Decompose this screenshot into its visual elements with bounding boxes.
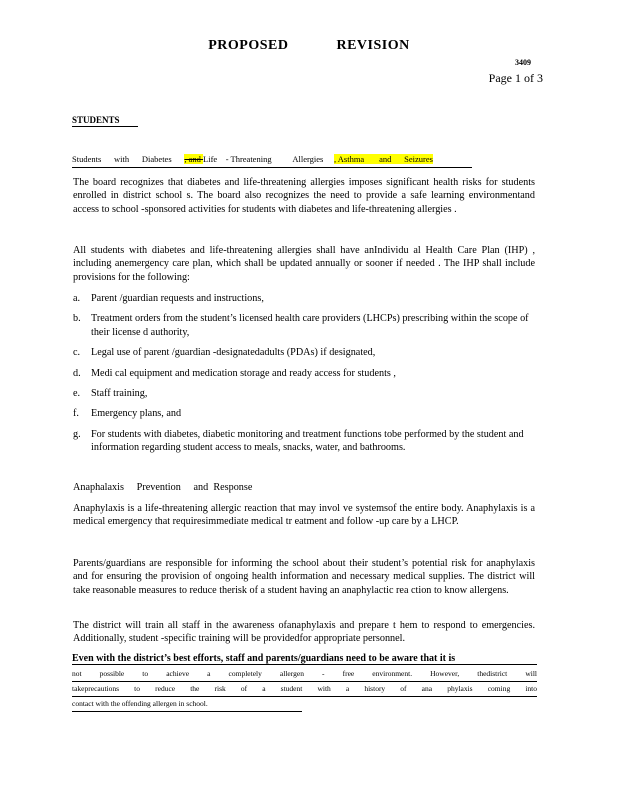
list-item: d. Medi cal equipment and medication storage and ready access for students ,	[73, 367, 396, 379]
closing-bold-line: Even with the district’s best efforts, staff and parents/guardians need to be aware that it is	[72, 653, 537, 665]
fine-print-row: not possible to achieve a completely allergen - free environment. However, thedistrict will	[72, 667, 537, 682]
section-heading: STUDENTS	[72, 115, 138, 127]
fine-print-row: contact with the offending allergen in school.	[72, 697, 302, 712]
paragraph-intro: The board recognizes that diabetes and life-threatening allergies imposes significant health risks for students enrolled in district school s. The board also recognizes the need to provide a safe learning environmentand access to school -sponsored activities for students with diabetes and life-threatening allergies .	[73, 177, 535, 215]
paragraph-ihp: All students with diabetes and life-threatening allergies shall have anIndividu al Health Care Plan (IHP) , including anemergency care plan, which shall be updated annually or sooner if needed . The IHP shall include provisions for the following:	[73, 245, 535, 283]
page-number: Page 1 of 3	[488, 71, 543, 85]
title-word-proposed: PROPOSED	[208, 38, 289, 53]
subtitle-struck-text: , and	[184, 154, 204, 164]
paragraph-staff-training: The district will train all staff in the awareness ofanaphylaxis and prepare t hem to respond to emergencies. Additionally, student -specific training will be providedfor appropriate personnel.	[73, 620, 535, 645]
list-item: c. Legal use of parent /guardian -designatedadults (PDAs) if designated,	[73, 347, 376, 359]
policy-number: 3409	[515, 58, 531, 67]
fine-print-row: takeprecautions to reduce the risk of a student with a history of ana phylaxis coming into	[72, 682, 537, 697]
closing-fine-print	[72, 667, 537, 712]
anaphylaxis-heading: Anaphalaxis Prevention and Response	[73, 482, 253, 493]
title-word-revision: REVISION	[336, 38, 410, 53]
list-item: a. Parent /guardian requests and instructions,	[73, 293, 264, 304]
subtitle-part1: Students with Diabetes	[72, 154, 185, 164]
paragraph-parent-responsibility: Parents/guardians are responsible for informing the school about their student’s potential risk for anaphylaxis and for ensuring the provision of ongoing health information and necessary medical supplies. The district will take reasonable measures to reduce therisk of a student having an anaphylactic rea ction to know allergens.	[73, 558, 535, 596]
subtitle-part2: Life - Threatening Allergies	[203, 154, 334, 164]
list-item: e. Staff training,	[73, 388, 148, 400]
provisions-list	[73, 292, 535, 455]
list-item: f. Emergency plans, and	[73, 408, 182, 420]
paragraph-anaphylaxis-definition: Anaphylaxis is a life-threatening allergic reaction that may invol ve systemsof the entire body. Anaphylaxis is a medical emergency that requiresimmediate medical tr eatment and follow -up care by a LHCP.	[73, 503, 535, 528]
list-item: b. Treatment orders from the student’s licensed health care providers (LHCPs) prescribing within the scope of their license d authority,	[73, 313, 529, 338]
subtitle-highlighted-text: , Asthma and Seizures	[333, 154, 433, 164]
policy-subtitle	[72, 154, 472, 168]
page-title	[0, 38, 618, 54]
list-item: g. For students with diabetes, diabetic monitoring and treatment functions tobe performed by the student and information regarding student access to meals, snacks, water, and bathrooms.	[73, 428, 524, 454]
